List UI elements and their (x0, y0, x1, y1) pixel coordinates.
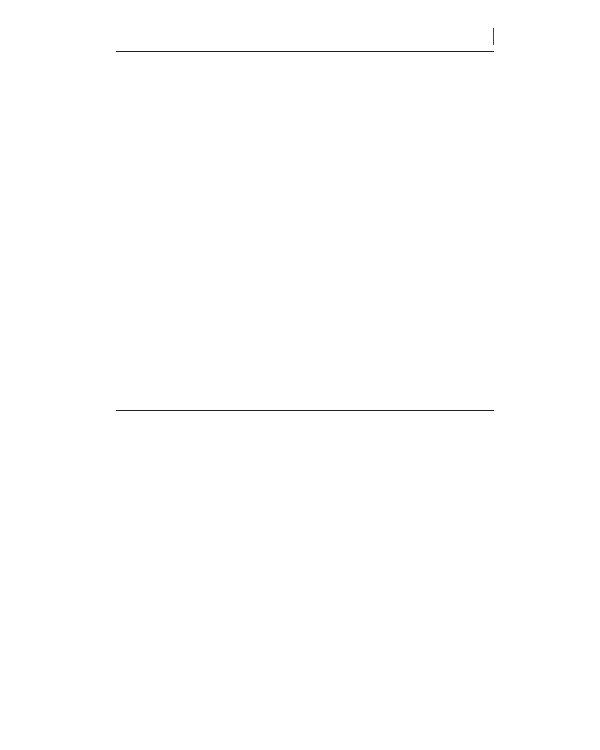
running-header (481, 22, 504, 50)
section-rule (116, 410, 494, 411)
header-divider (493, 28, 494, 45)
header-rule (116, 51, 494, 52)
